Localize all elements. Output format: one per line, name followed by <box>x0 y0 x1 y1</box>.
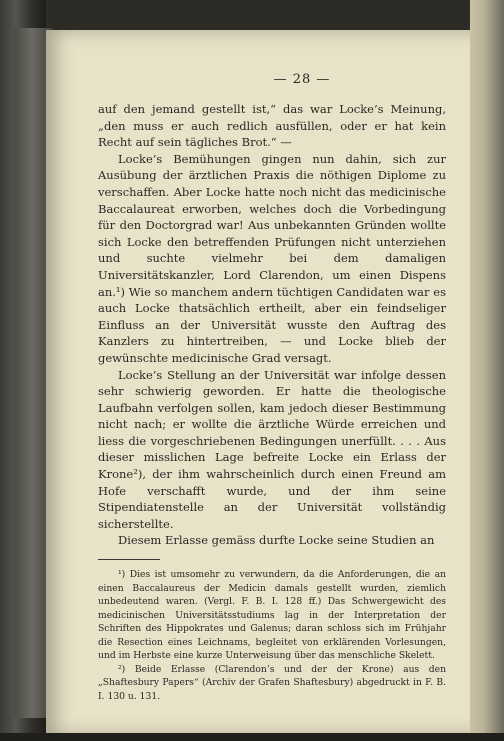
page-number: — 28 — <box>273 72 331 87</box>
footnote-1: ¹) Dies ist umsomehr zu verwundern, da die Anforderungen, die an einen Baccalaureus der Medicin damals gestellt wurden, ziemlich unbedeutend waren. (Vergl. F. B. I. 128 ff.) Das Schwergewicht des medicinischen Universitätsstudiums lag in der Interpretation der Schriften des Hippokrates und Galenus; daran schloss sich im Frühjahr die Resection eines Leichnams, begleitet von erklärenden Vorlesungen, und im Herbste eine kurze Unterweisung über das menschliche Skelett. <box>98 569 446 662</box>
paragraph-1: auf den jemand gestellt ist,“ das war Locke’s Meinung, „den muss er auch redlich ausfüllen, oder er hat kein Recht auf sein tägliches Brot.“ — <box>98 102 446 150</box>
paragraph-4: Diesem Erlasse gemäss durfte Locke seine Studien an <box>118 533 435 548</box>
paragraph-2: Locke’s Bemühungen gingen nun dahin, sich zur Ausübung der ärztlichen Praxis die nöthigen Diplome zu verschaffen. Aber Locke hatte noch nicht das medicinische Baccalaureat erworben, welches doch die Vorbedingung für den Doctorgrad war! Aus unbekannten Gründen wollte sich Locke den betreffenden Prüfungen nicht unterziehen und suchte vielmehr bei dem damaligen Universitätskanzler, Lord Clarendon, um einen Dispens an.¹) Wie so manchem andern tüchtigen Candidaten war es auch Locke thatsächlich ertheilt, aber ein feindseliger Einfluss an der Universität wusste den Auftrag des Kanzlers zu hintertreiben, — und Locke blieb der gewünschte medicinische Grad versagt. <box>98 151 446 365</box>
page-stack-edge <box>470 0 504 741</box>
footnote-2: ²) Beide Erlasse (Clarendon’s und der der Krone) aus den „Shaftesbury Papers“ (Archiv der Grafen Shaftesbury) abgedruckt in F. B. I. 130 u. 131. <box>98 663 446 702</box>
bottom-shadow <box>0 733 504 741</box>
page-text <box>98 72 446 703</box>
footnote-rule <box>98 559 160 560</box>
paragraph-3: Locke’s Stellung an der Universität war infolge dessen sehr schwierig geworden. Er hatte die theologische Laufbahn verfolgen sollen, kam jedoch dieser Bestimmung nicht nach; er wollte die ärztliche Würde erreichen und liess die vorgeschriebenen Bedingungen unerfüllt. . . . Aus dieser misslichen Lage befreite Locke ein Erlass der Krone²), der ihm wahrscheinlich durch einen Freund am Hofe verschafft wurde, und der ihm seine Stipendiatenstelle an der Universität vollständig sicherstellte. <box>98 367 446 531</box>
